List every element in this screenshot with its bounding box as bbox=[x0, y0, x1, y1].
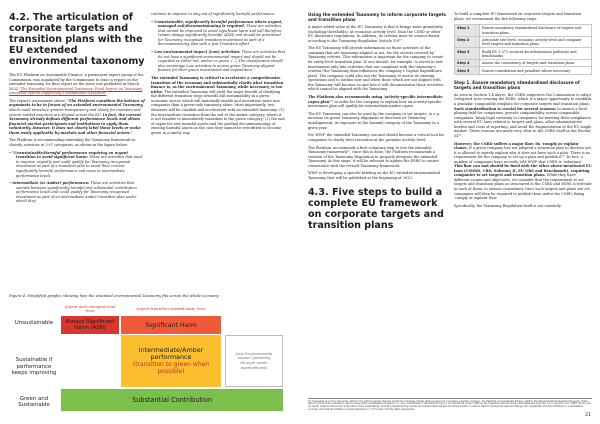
paragraph: The Platform also recommends using 'activity-specific intermediate capex plan'²⁰ in order for the company to explain how an activity-specific investment plan will qualify for intermediate/amber capex. bbox=[308, 95, 443, 109]
paragraph: However, the CSRD suffers a major flaw: its 'comply or explain' clause. If a given company has not adopted a transition plan to disclose yet, it is allowed to merely explain why it does not have such a plan. There is no requirement for the company to set up a plan and publish it²³. In fact, a number of companies have recently told WWF that CSRD is 'voluntary'. This flaw can and should be fixed with the other above-mentioned EU laws (CSDDD, CRD, Solvency II, EU GBS and Benchmark), requiring companies to set targets and transition plans. While they have different scopes and objectives, we consider that the requirement to set targets and transition plans as structured in the CSRD and ESRS is relevant in each of them, to ensure consistency. Once such targets and plans are set, companies will then be required to publish them under the CSRD, fixing 'comply or explain' flaw. bbox=[454, 141, 592, 201]
row-label-sustainable-if-improving: Sustainable if performance keeps improving bbox=[11, 357, 57, 377]
paragraph: To build a complete EU framework on corporate targets and transition plans, we recommend the five following steps: bbox=[454, 12, 582, 21]
column-3 bbox=[308, 12, 446, 237]
paragraph: continue to improve to stay out of significantly harmful performance. bbox=[151, 12, 276, 16]
step-key: Step 5 bbox=[455, 67, 480, 74]
column-1 bbox=[9, 12, 145, 207]
bullet-item: • Intermediate (or Amber) performance: These are activities that operate between significantly harmful and substantial contribution performance levels and could qualify for Taxonomy recognised investment as part of an intermediate Amber transition plan under which they bbox=[9, 181, 137, 204]
column-2 bbox=[151, 12, 285, 138]
box-low-impact: Low Environmental Impact (greening through green expenditures) bbox=[225, 335, 283, 387]
subheading-step-1: Step 1. Ensure mandatory standardised disclosure of targets and transition plans bbox=[454, 79, 580, 90]
step-value: Assess the consistency of targets and transition plans bbox=[480, 59, 592, 66]
box-intermediate-amber bbox=[121, 335, 221, 387]
step-key: Step 4 bbox=[455, 59, 480, 66]
row-label-green-sustainable: Green and Sustainable bbox=[18, 395, 50, 408]
bullet-item: • Unsustainable, significantly harmful performance where urgent, managed exit/decommissioning is required. These are activities that cannot be improved to avoid significant harm and will therefore remain always significantly harmful (ASH) and should be prioritised for Taxonomy recognised transition investment as part of a decommissioning plan with a Just Transition effort bbox=[151, 19, 283, 47]
step-value: Build EU 1.5°C sectoral decarbonisation pathways and benchmarks bbox=[480, 48, 592, 60]
paragraph: Specifically, the Taxonomy Regulation itself is not currently bbox=[454, 203, 562, 208]
amber-title: Intermediate/Amber performance bbox=[138, 345, 204, 361]
taxonomy-figure bbox=[9, 303, 285, 413]
table-row bbox=[455, 48, 592, 60]
section-heading-4-2: 4.2. The articulation of corporate targets and transition plans with the EU extended environmental taxonomy bbox=[9, 12, 145, 67]
paragraph: For WWF, the extended Taxonomy can and should become a critical tool for companies to clarify their transition at the granular activity level. bbox=[308, 133, 445, 142]
paragraph: The extended Taxonomy is critical to accelerate a comprehensive transition of the economy and substantially clarify what transition finance is, as the environmental Taxonomy, while necessary, is too niche. The extended Taxonomy will yield the major benefit of clarifying the different transition steps towards full sustainability in a given economic sector, which will materially enable and incentivize more non-companies than a green-only taxonomy alone. Most importantly, two elements will be clarified and accelerated with an extended taxonomy: (1) the intermediate transition from the red to the amber category, where it is not feasible to immediately transition to the green category; (2) the end of capex for new harmful assets and the gradual decommissioning of existing harmful assets as the case they cannot be retrofitted to become green in a timely way. bbox=[151, 76, 285, 135]
box-significant-harm: Significant Harm bbox=[121, 316, 221, 334]
table-row bbox=[455, 36, 592, 48]
paragraph: WWF is developing a specific briefing on the EU extended environmental Taxonomy that will be published at the beginning of 2023. bbox=[308, 171, 440, 180]
table-row bbox=[455, 67, 592, 74]
subheading-extended-taxonomy: Using the extended Taxonomy to inform corporate targets and transition plans bbox=[308, 12, 446, 22]
box-always-significant-harm: Always Significant Harm (ASH) bbox=[61, 316, 119, 334]
paragraph: The Platform is recommending extending the Taxonomy framework to classify activities in 3+1 categories, as shown in the figure below: bbox=[9, 138, 136, 148]
row-label-unsustainable: Unsustainable bbox=[14, 319, 54, 326]
bullet-item: • "Unsustainable/Harmful performance requiring an urgent transition to avoid significant harm: These are activities that need to improve urgently and could qualify for Taxonomy recognised investment as part of a transition plan to avoid their current significantly harmful performance and move to intermediate performance levels. bbox=[9, 150, 143, 178]
report-link[interactable]: "The Extended Environmental Taxonomy: Final Report on Taxonomy extension options supporting a sustainable transition" bbox=[9, 86, 143, 96]
step-value: Ensure mandatory standardised disclosure of targets and transition plans bbox=[480, 25, 592, 37]
box-substantial-contribution: Substantial Contribution bbox=[61, 389, 283, 411]
footnotes: 19. Delegated Act of the taxonomy, Article 19 2 which requires that the technical screening criteria shall be based on conclusive scientific evidence. 20. Platform on Sustainable Finance (2022) The Extended Environmental Taxonomy: Final Report on Taxonomy extension options supporting a sustainable transition. 21. See commitment to the Platform report. 22. Recital 54 of the CSRD on the transition plan disclosure and alignment with the 1.5°C objective. 23. CSRD Article 19a (2) (a)(iii) requires disclosure of the plans of the undertaking, including implementing actions and related financial and investment plans, to ensure that its business model and strategy are compatible with the transition to a sustainable economy and with the limiting of global warming to 1.5°C in line with the Paris Agreement. bbox=[308, 399, 591, 412]
table-row bbox=[455, 59, 592, 66]
section-heading-4-3: 4.3. Five steps to build a complete EU framework on corporate targets and transition plans bbox=[308, 186, 444, 231]
step-value: Ensure remediation and penalties where necessary bbox=[480, 67, 592, 74]
paragraph: The EU Taxonomy will provide information on those activities of the company that are taxonomy-aligned or not, for the sectors covered by Taxonomy criteria. This information is important for the company to create its entity-level transition plan. If, one decade, for example, to invest in new investments only into activities that are compliant with the taxonomy's criteria (the Taxonomy then influences the company's Capital Expenditure plan). The company could also use the Taxonomy to assess its existing operations and to outline how and when those which are not aligned with the Taxonomy will become so and how it will decommission those activities which cannot be aligned with the Taxonomy. bbox=[308, 46, 444, 92]
paragraph: The EU Platform on Sustainable Finance, a permanent expert group of the Commission, was mandated by the Commission to issue a report on the extended taxonomy. Its final report on the issue was published in March 2022 "The Extended Environmental Taxonomy: Final Report on Taxonomy extension options supporting a sustainable transition" bbox=[9, 73, 144, 96]
step-key: Step 1 bbox=[455, 25, 480, 37]
bullet-item: • Low environmental impact (Low) activities: These are activities that do not have a significant environmental impact and should not be regarded as either red, amber or green. (...) The classification should also encourage Low activities to access green Taxonomy-aligned finance for their green investments and expenditure." bbox=[151, 50, 285, 73]
column-4 bbox=[454, 12, 592, 212]
paragraph: The report's assessment states: "The Platform considers the balance of arguments to be in favour of an extended environmental Taxonomy, which could introduce greater transparency and clarity for investors and ensure market practices are aligned across the EU. In fact, the current Taxonomy already defines different performance levels and allows financial market participants and institutions to apply them voluntarily. However, it does not clearly label these levels or make them easily applicable by markets and other financial actors." bbox=[9, 98, 145, 135]
steps-table bbox=[454, 24, 592, 75]
step-key: Step 2 bbox=[455, 36, 480, 48]
step-key: Step 3 bbox=[455, 48, 480, 60]
paragraph: The Platform recommends a first voluntary step to test the extended Taxonomy framework²¹. Once this is done, the Platform recommends a revision of the Taxonomy Regulation to properly integrate the extended Taxonomy. At this stage, it will be relevant to update the ESRS to ensure consistence with the revised Taxonomy framework. bbox=[308, 145, 439, 168]
paragraph: A major added value of the EU Taxonomy is that it brings more granularity (including thresholds), at economic activity level, than the CSRD or other EU disclosure regulations. In addition, its criteria must be science-based, according to the Taxonomy Regulation (Article 19)¹⁹. bbox=[308, 25, 443, 43]
table-row bbox=[455, 25, 592, 37]
header-urgent-exits: Urgent and managed exits from bbox=[64, 303, 116, 313]
amber-subtitle: (transition to green when possible) bbox=[132, 361, 210, 376]
paragraph: The EU Taxonomy can also be used by the company to set targets, to e.g. increase its green Taxonomy alignment or decrease its Taxonomy misalignment, its exposure to the harmful category of the Taxonomy in a given year. bbox=[308, 111, 440, 130]
page-number: 21 bbox=[585, 413, 591, 418]
header-urgent-transition: Urgent transition needed away from bbox=[136, 305, 206, 311]
figure-caption: Figure 4. Simplified graphic showing how the extended environmental Taxonomy fits across the whole economy bbox=[9, 294, 219, 298]
step-value: Articulate site-level, economic activity-level and company-level targets and transition plans bbox=[480, 36, 592, 48]
paragraph: As seen in Section 1.4 above, the CSRD empowers the Commission to adopt Delegated Acts creating the ESRS, which is a major opportunity to establish a granular, comparable template for corporate targets and transition plans. Such standardisation is crucial for several reasons: to ensure a level playing field for companies, provide comparability across comparable companies, bring legal certainty to companies for meeting their compliance with several EU laws related to targets and plans, allow administrative burden and costs of reporting, and avoid the fragmentation of the EU single market. These reasons are made very clear in the CSRD itself in the Recital 54²². bbox=[454, 92, 592, 138]
